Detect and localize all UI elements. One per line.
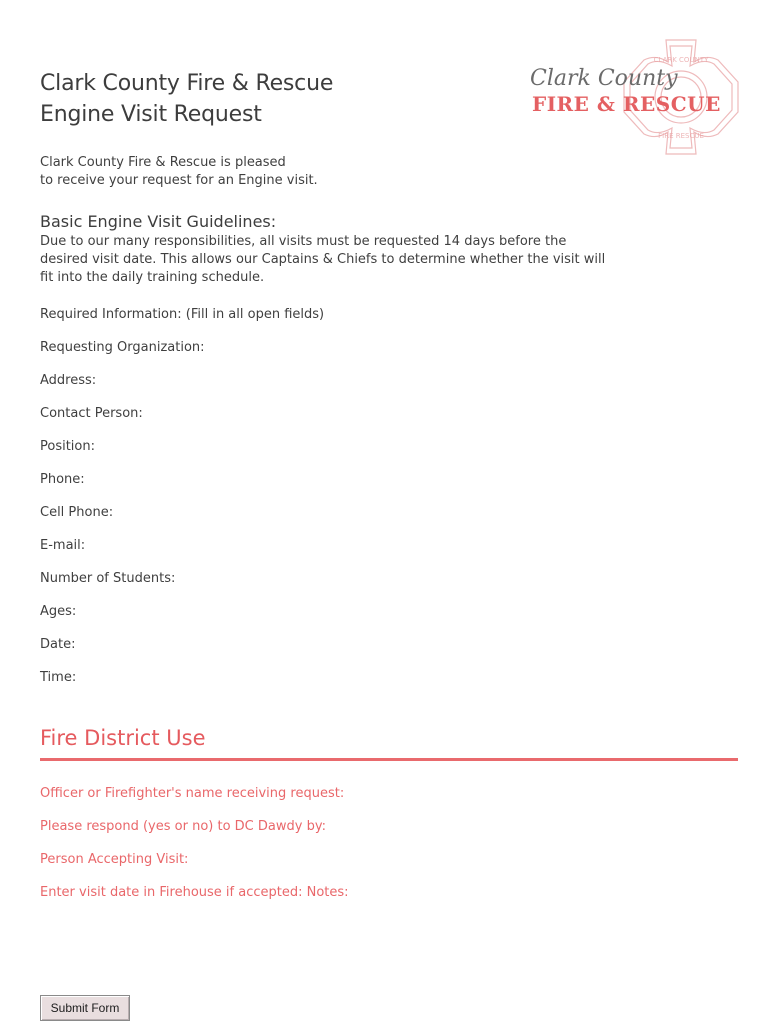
field-visit-date-notes[interactable]: Enter visit date in Firehouse if accepted: Notes:: [40, 885, 349, 900]
badge-text-bottom: FIRE RESCUE: [658, 132, 704, 140]
guidelines-heading: Basic Engine Visit Guidelines:: [40, 212, 277, 231]
field-number-of-students[interactable]: Number of Students:: [40, 571, 176, 586]
submit-form-button[interactable]: Submit Form: [40, 995, 130, 1021]
title-line-2: Engine Visit Request: [40, 102, 262, 127]
field-ages[interactable]: Ages:: [40, 604, 77, 619]
badge-text-top: CLARK COUNTY: [653, 56, 709, 64]
intro-paragraph: [40, 154, 318, 190]
field-date[interactable]: Date:: [40, 637, 76, 652]
field-position[interactable]: Position:: [40, 439, 95, 454]
clark-county-fire-rescue-logo: [530, 56, 740, 166]
field-phone[interactable]: Phone:: [40, 472, 85, 487]
fire-district-form: [40, 785, 349, 917]
title-line-1: Clark County Fire & Rescue: [40, 71, 334, 96]
page-title: [40, 68, 333, 130]
field-address[interactable]: Address:: [40, 373, 97, 388]
fire-district-use-heading: Fire District Use: [40, 726, 206, 750]
field-officer-name[interactable]: Officer or Firefighter's name receiving request:: [40, 786, 345, 801]
field-person-accepting-visit[interactable]: Person Accepting Visit:: [40, 852, 189, 867]
required-info-note: Required Information: (Fill in all open fields): [40, 307, 325, 322]
field-time[interactable]: Time:: [40, 670, 77, 685]
field-respond-to-dc-dawdy[interactable]: Please respond (yes or no) to DC Dawdy by:: [40, 819, 326, 834]
intro-line-2: to receive your request for an Engine visit.: [40, 173, 318, 188]
guidelines-line-3: fit into the daily training schedule.: [40, 270, 265, 285]
field-requesting-organization[interactable]: Requesting Organization:: [40, 340, 205, 355]
field-contact-person[interactable]: Contact Person:: [40, 406, 143, 421]
section-divider: [40, 758, 738, 761]
guidelines-line-1: Due to our many responsibilities, all visits must be requested 14 days before the: [40, 234, 567, 249]
request-form: [40, 306, 324, 702]
field-email[interactable]: E-mail:: [40, 538, 86, 553]
guidelines-line-2: desired visit date. This allows our Captains & Chiefs to determine whether the visit will: [40, 252, 606, 267]
guidelines-paragraph: [40, 233, 605, 287]
field-cell-phone[interactable]: Cell Phone:: [40, 505, 114, 520]
logo-text-clark-county: Clark County: [530, 66, 678, 91]
logo-text-fire-rescue: FIRE & RESCUE: [532, 92, 721, 116]
intro-line-1: Clark County Fire & Rescue is pleased: [40, 155, 286, 170]
